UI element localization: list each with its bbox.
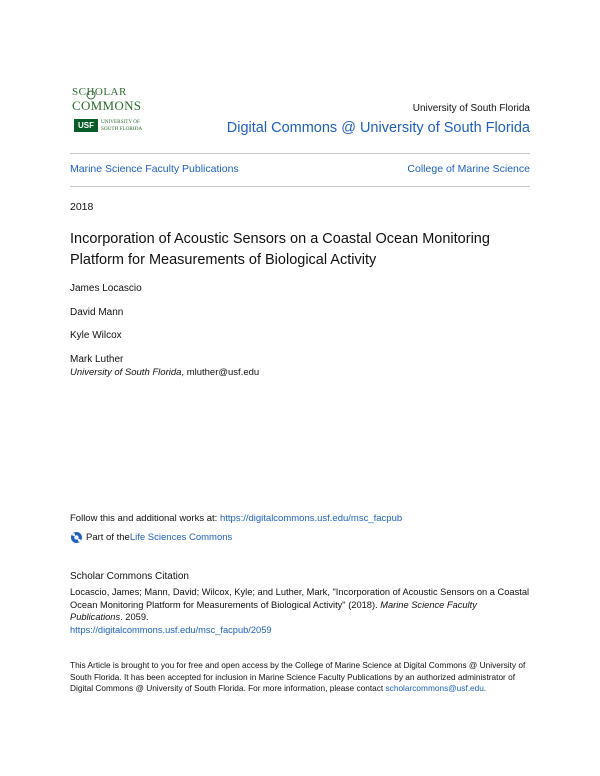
part-of-prefix: Part of the [86,532,130,543]
usf-wordmark [101,119,142,132]
citation-body [70,586,530,636]
usf-badge: USF [74,119,98,132]
part-of-line [70,531,232,544]
series-divider [70,186,530,187]
citation-text: Locascio, James; Mann, David; Wilcox, Kyle; and Luther, Mark, "Incorporation of Acoustic Sensors on a Coastal Ocean Monitoring Platform for Measurements of Biological Activity" (2018). [70,587,530,610]
logo-text-scholar: SCHOLAR [72,86,127,98]
follow-line [70,513,402,524]
scholar-commons-logo[interactable] [72,86,152,138]
institution-name[interactable]: University of South Florida [412,103,530,114]
footer-text: This Article is brought to you for free and open access by the College of Marine Science at Digital Commons @ University of South Florida. It has been accepted for inclusion in Marine Science Faculty Publications by an authorized administrator of Digital Commons @ University of South Florida. For more information, please contact [70,660,526,694]
publication-year: 2018 [70,201,94,213]
follow-link[interactable]: https://digitalcommons.usf.edu/msc_facpub [219,513,403,524]
author-name: Kyle Wilcox [70,330,122,341]
footer-end: . [483,683,487,694]
college-link[interactable]: College of Marine Science [407,163,530,175]
author-name: David Mann [70,307,124,318]
usf-wordmark-line2: SOUTH FLORIDA [101,125,143,132]
network-icon [70,531,83,544]
logo-text-commons: COMMONS [72,98,142,113]
affiliation-email[interactable]: , mluther@usf.edu [181,367,260,378]
author-affiliation [70,367,259,378]
footer-notice [70,660,530,695]
citation-heading: Scholar Commons Citation [70,571,189,582]
series-link[interactable]: Marine Science Faculty Publications [70,163,239,175]
repository-link[interactable]: Digital Commons @ University of South Florida [226,120,530,136]
top-divider [70,153,530,154]
citation-journal: Marine Science Faculty Publications [70,599,477,622]
author-name: Mark Luther [70,354,124,365]
usf-wordmark-line1: UNIVERSITY OF [101,119,140,125]
article-title: Incorporation of Acoustic Sensors on a Coastal Ocean Monitoring Platform for Measurements of Biological Activity [70,231,490,268]
life-sciences-link[interactable]: Life Sciences Commons [129,532,233,543]
citation-link[interactable]: https://digitalcommons.usf.edu/msc_facpub/2059 [70,624,272,635]
follow-prefix: Follow this and additional works at: [70,513,220,524]
author-name: James Locascio [70,283,142,294]
citation-number: . 2059. [120,612,149,622]
affiliation-university: University of South Florida [70,367,182,378]
contact-email-link[interactable]: scholarcommons@usf.edu [385,683,484,694]
